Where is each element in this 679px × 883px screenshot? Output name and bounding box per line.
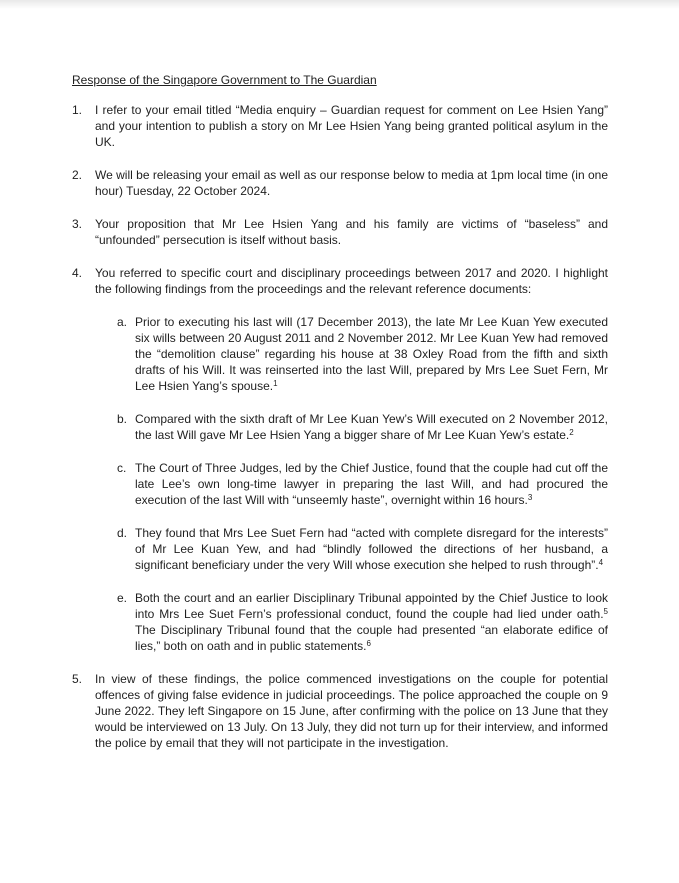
sublist-item-letter: c. bbox=[117, 461, 127, 475]
sublist-item-body: Both the court and an earlier Disciplinary Tribunal appointed by the Chief Justice to look into Mrs Lee Suet Fern’s professional conduct, found the couple had lied under oath. bbox=[135, 591, 608, 621]
list-item-1 bbox=[72, 102, 608, 150]
list-item-text: In view of these findings, the police commenced investigations on the couple for potential offences of giving false evidence in judicial proceedings. The police approached the couple on 9 June 2022. They left Singapore on 15 June, after confirming with the police on 13 June that they would be interviewed on 13 July. On 13 July, they did not turn up for their interview, and informed the police by email that they will not participate in the investigation. bbox=[95, 672, 608, 750]
list-item-2 bbox=[72, 167, 608, 199]
sublist-item-c bbox=[95, 460, 608, 508]
sublist-item-text bbox=[135, 525, 608, 573]
sublist-item-body-continued: The Disciplinary Tribunal found that the couple had presented “an elaborate edifice of lies,” both on oath and in public statements. bbox=[135, 623, 608, 653]
sublist-item-a bbox=[95, 314, 608, 394]
list-item-text: Your proposition that Mr Lee Hsien Yang and his family are victims of “baseless” and “unfounded” persecution is itself without basis. bbox=[95, 217, 608, 247]
list-item-5 bbox=[72, 671, 608, 751]
sublist-item-letter: a. bbox=[117, 315, 128, 329]
footnote-marker: 3 bbox=[527, 493, 533, 502]
list-item-text: I refer to your email titled “Media enquiry – Guardian request for comment on Lee Hsien Yang” and your intention to publish a story on Mr Lee Hsien Yang being granted political asylum in the UK. bbox=[95, 103, 608, 149]
sublist-item-d bbox=[95, 525, 608, 573]
sublist-item-body: Prior to executing his last will (17 December 2013), the late Mr Lee Kuan Yew executed six wills between 20 August 2011 and 2 November 2012. Mr Lee Kuan Yew had removed the “demolition clause” regarding his house at 38 Oxley Road from the fifth and sixth drafts of his Will. It was reinserted into the last Will, prepared by Mrs Lee Suet Fern, Mr Lee Hsien Yang’s spouse. bbox=[135, 315, 608, 393]
sublist-item-b bbox=[95, 411, 608, 443]
sublist-item-text bbox=[135, 460, 608, 508]
list-item-number: 3. bbox=[72, 217, 83, 231]
sublist-item-body: They found that Mrs Lee Suet Fern had “acted with complete disregard for the interests” of Mr Lee Kuan Yew, and had “blindly followed the directions of her husband, a significant beneficiary under the very Will whose execution she helped to rush through”. bbox=[135, 526, 608, 572]
list-item-text: We will be releasing your email as well as our response below to media at 1pm local time (in one hour) Tuesday, 22 October 2024. bbox=[95, 168, 608, 198]
footnote-marker: 6 bbox=[366, 639, 371, 648]
sublist-item-text bbox=[135, 411, 608, 443]
footnote-marker: 2 bbox=[569, 428, 574, 437]
document-title: Response of the Singapore Government to The Guardian bbox=[72, 73, 377, 87]
footnote-marker: 1 bbox=[273, 379, 278, 388]
list-item-number: 4. bbox=[72, 266, 83, 280]
list-item-number: 1. bbox=[72, 103, 83, 117]
list-item-4 bbox=[72, 265, 608, 654]
list-item-3 bbox=[72, 216, 608, 248]
sublist-item-letter: e. bbox=[117, 591, 128, 605]
list-item-text: You referred to specific court and disciplinary proceedings between 2017 and 2020. I highlight the following findings from the proceedings and the relevant reference documents: bbox=[95, 266, 608, 296]
list-item-number: 2. bbox=[72, 168, 83, 182]
list-item-number: 5. bbox=[72, 672, 83, 686]
sublist-item-e bbox=[95, 590, 608, 654]
footnote-marker: 4 bbox=[598, 558, 604, 567]
sublist-item-letter: d. bbox=[117, 526, 128, 540]
footnote-marker: 5 bbox=[603, 607, 608, 616]
sublist-item-body: The Court of Three Judges, led by the Chief Justice, found that the couple had cut off the late Lee’s own long-time lawyer in preparing the last Will, and had procured the execution of the last Will with “unseemly haste”, overnight within 16 hours. bbox=[135, 461, 608, 507]
sublist-item-letter: b. bbox=[117, 412, 128, 426]
sublist-item-body: Compared with the sixth draft of Mr Lee Kuan Yew’s Will executed on 2 November 2012, the last Will gave Mr Lee Hsien Yang a bigger share of Mr Lee Kuan Yew’s estate. bbox=[135, 412, 608, 442]
sublist-item-text bbox=[135, 314, 608, 394]
sublist-item-text bbox=[135, 590, 608, 654]
